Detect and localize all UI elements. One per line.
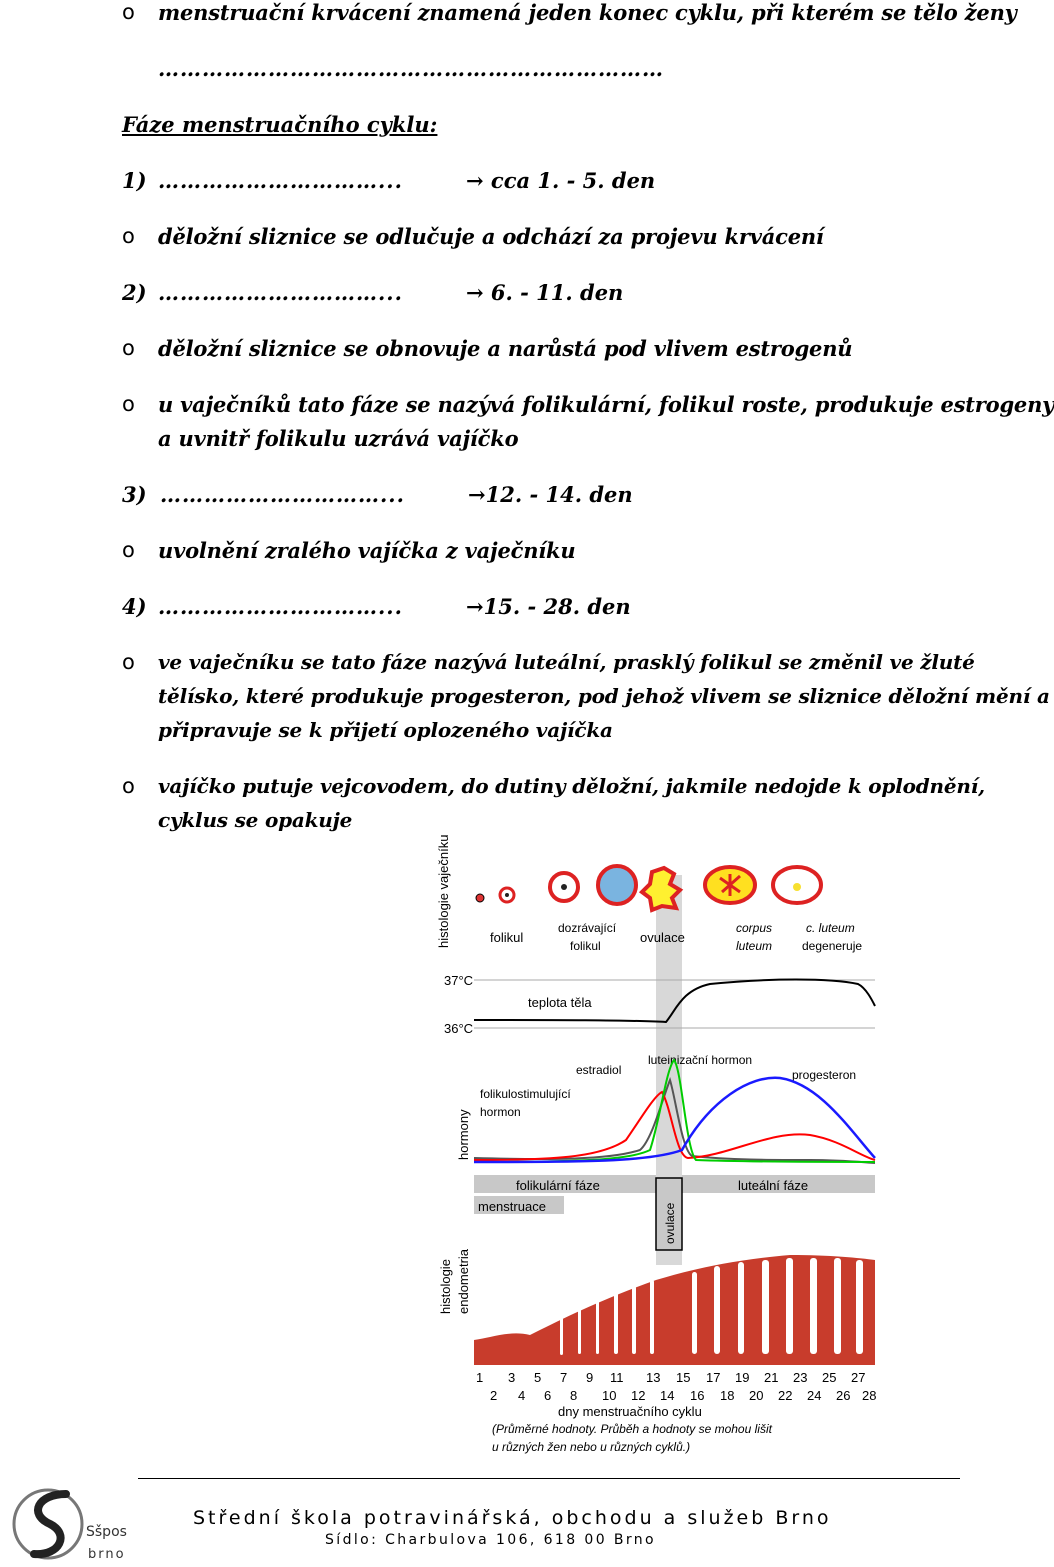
phase-1-blank: …………………………...: [158, 168, 403, 193]
hormone-label: luteinizační hormon: [648, 1053, 753, 1067]
intro-line-1: menstruační krvácení znamená jeden konec cyklu, při kterém se tělo ženy: [158, 0, 1017, 25]
stage-label: degeneruje: [802, 939, 863, 953]
section-heading: Fáze menstruačního cyklu:: [122, 112, 438, 137]
day-tick: 15: [676, 1370, 691, 1385]
day-tick: 1: [476, 1370, 484, 1385]
phase-2-bullet-2-cont: a uvnitř folikulu uzrává vajíčko: [158, 426, 519, 451]
day-tick: 5: [534, 1370, 542, 1385]
day-tick: 7: [560, 1370, 568, 1385]
day-tick: 19: [735, 1370, 750, 1385]
stage-label: c. luteum: [806, 921, 855, 935]
stage-label: corpus: [736, 921, 773, 935]
logo-s-icon: [34, 1494, 66, 1554]
hormones-label: hormony: [456, 1109, 471, 1160]
day-tick: 20: [749, 1388, 764, 1403]
day-tick: 28: [862, 1388, 877, 1403]
day-tick: 11: [610, 1370, 624, 1385]
figure-note-line-1: (Průměrné hodnoty. Průběh a hodnoty se mohou lišit: [492, 1422, 772, 1436]
hormone-label: estradiol: [576, 1063, 622, 1077]
day-tick: 13: [646, 1370, 661, 1385]
day-tick: 21: [764, 1370, 779, 1385]
day-tick: 26: [836, 1388, 851, 1403]
stage-label: dozrávající: [558, 921, 617, 935]
footer-address: Sídlo: Charbulova 106, 618 00 Brno: [325, 1532, 657, 1548]
endometrium-label: endometria: [456, 1248, 471, 1314]
day-tick: 18: [720, 1388, 735, 1403]
follicular-phase-label: folikulární fáze: [516, 1178, 600, 1193]
phase-4-number: 4): [122, 594, 147, 619]
bullet-marker: o: [122, 224, 135, 248]
day-tick: 6: [544, 1388, 552, 1403]
phase-2-blank: …………………………...: [158, 280, 403, 305]
phase-4-bullet-2: vajíčko putuje vejcovodem, do dutiny děložní, jakmile nedojde k oplodnění,: [158, 774, 985, 798]
phase-4-days: →15. - 28. den: [466, 594, 631, 619]
day-tick: 12: [631, 1388, 646, 1403]
hormone-label: folikulostimulující: [480, 1087, 571, 1101]
footer-school-name: Střední škola potravinářská, obchodu a služeb Brno: [193, 1507, 832, 1529]
menstruation-label: menstruace: [478, 1199, 546, 1214]
bullet-marker: o: [122, 392, 135, 416]
phase-3-number: 3): [122, 482, 147, 507]
day-tick: 23: [793, 1370, 808, 1385]
day-tick: 27: [851, 1370, 866, 1385]
ovary-label: histologie vaječníku: [436, 834, 451, 948]
follicle-tiny-icon: [476, 894, 484, 902]
logo-text-line-2: brno: [88, 1547, 126, 1562]
day-tick: 16: [690, 1388, 705, 1403]
day-tick: 3: [508, 1370, 516, 1385]
hormone-label: progesteron: [792, 1068, 857, 1082]
intro-blank: ……………………………………………………………: [158, 56, 664, 81]
phase-2-days: → 6. - 11. den: [466, 280, 624, 305]
day-tick: 9: [586, 1370, 594, 1385]
phase-3-bullet-1: uvolnění zralého vajíčka z vaječníku: [158, 538, 576, 563]
endometrium-label: histologie: [438, 1259, 453, 1314]
phase-4-bullet-1: ve vaječníku se tato fáze nazývá luteální, prasklý folikul se změnil ve žluté: [158, 650, 975, 674]
day-tick: 2: [490, 1388, 498, 1403]
day-tick: 10: [602, 1388, 617, 1403]
phase-1-bullet-1: děložní sliznice se odlučuje a odchází za projevu krvácení: [158, 224, 824, 249]
stage-label: luteum: [736, 939, 773, 953]
figure-note-line-2: u různých žen nebo u různých cyklů.): [492, 1440, 691, 1454]
bullet-marker: o: [122, 650, 135, 674]
luteal-phase-label: luteální fáze: [738, 1178, 809, 1193]
school-logo: [8, 1484, 133, 1564]
ovulation-vertical-label: ovulace: [663, 1202, 677, 1244]
footer-divider: [138, 1478, 960, 1479]
phase-4-blank: …………………………...: [158, 594, 403, 619]
menstrual-cycle-diagram: [430, 834, 880, 1460]
ovulation-icon: [642, 868, 680, 910]
phase-1-days: → cca 1. - 5. den: [466, 168, 656, 193]
day-tick: 4: [518, 1388, 526, 1403]
phase-4-bullet-1-cont-1: tělísko, které produkuje progesteron, pod jehož vlivem se sliznice děložní mění a: [158, 684, 1050, 708]
bullet-marker: o: [122, 774, 135, 798]
day-axis-title: dny menstruačního cyklu: [558, 1404, 702, 1419]
temp-curve-label: teplota těla: [528, 995, 592, 1010]
stage-label: folikul: [490, 930, 524, 945]
phase-2-number: 2): [122, 280, 147, 305]
temp-high-label: 37°C: [444, 973, 474, 988]
bullet-marker: o: [122, 538, 135, 562]
phase-4-bullet-2-cont: cyklus se opakuje: [158, 808, 353, 832]
phase-3-days: →12. - 14. den: [468, 482, 633, 507]
phase-1-number: 1): [122, 168, 147, 193]
hormone-label: hormon: [480, 1105, 521, 1119]
bullet-marker: o: [122, 336, 135, 360]
logo-text-line-1: Sšpos: [86, 1524, 127, 1540]
day-tick: 14: [660, 1388, 675, 1403]
mature-follicle-icon: [598, 866, 636, 904]
day-axis: [476, 1370, 876, 1403]
follicle-stages: [476, 866, 821, 910]
phase-2-bullet-1: děložní sliznice se obnovuje a narůstá pod vlivem estrogenů: [158, 336, 853, 361]
day-tick: 25: [822, 1370, 837, 1385]
day-tick: 22: [778, 1388, 793, 1403]
phase-3-blank: …………………………...: [160, 482, 405, 507]
phase-2-bullet-2: u vaječníků tato fáze se nazývá folikulární, folikul roste, produkuje estrogeny: [158, 392, 1054, 417]
day-tick: 8: [570, 1388, 578, 1403]
day-tick: 24: [807, 1388, 822, 1403]
stage-label: ovulace: [640, 930, 685, 945]
stage-label: folikul: [570, 939, 601, 953]
bullet-marker: o: [122, 0, 135, 24]
phase-4-bullet-1-cont-2: připravuje se k přijetí oplozeného vajíčka: [158, 718, 613, 742]
temp-low-label: 36°C: [444, 1021, 474, 1036]
day-tick: 17: [706, 1370, 721, 1385]
